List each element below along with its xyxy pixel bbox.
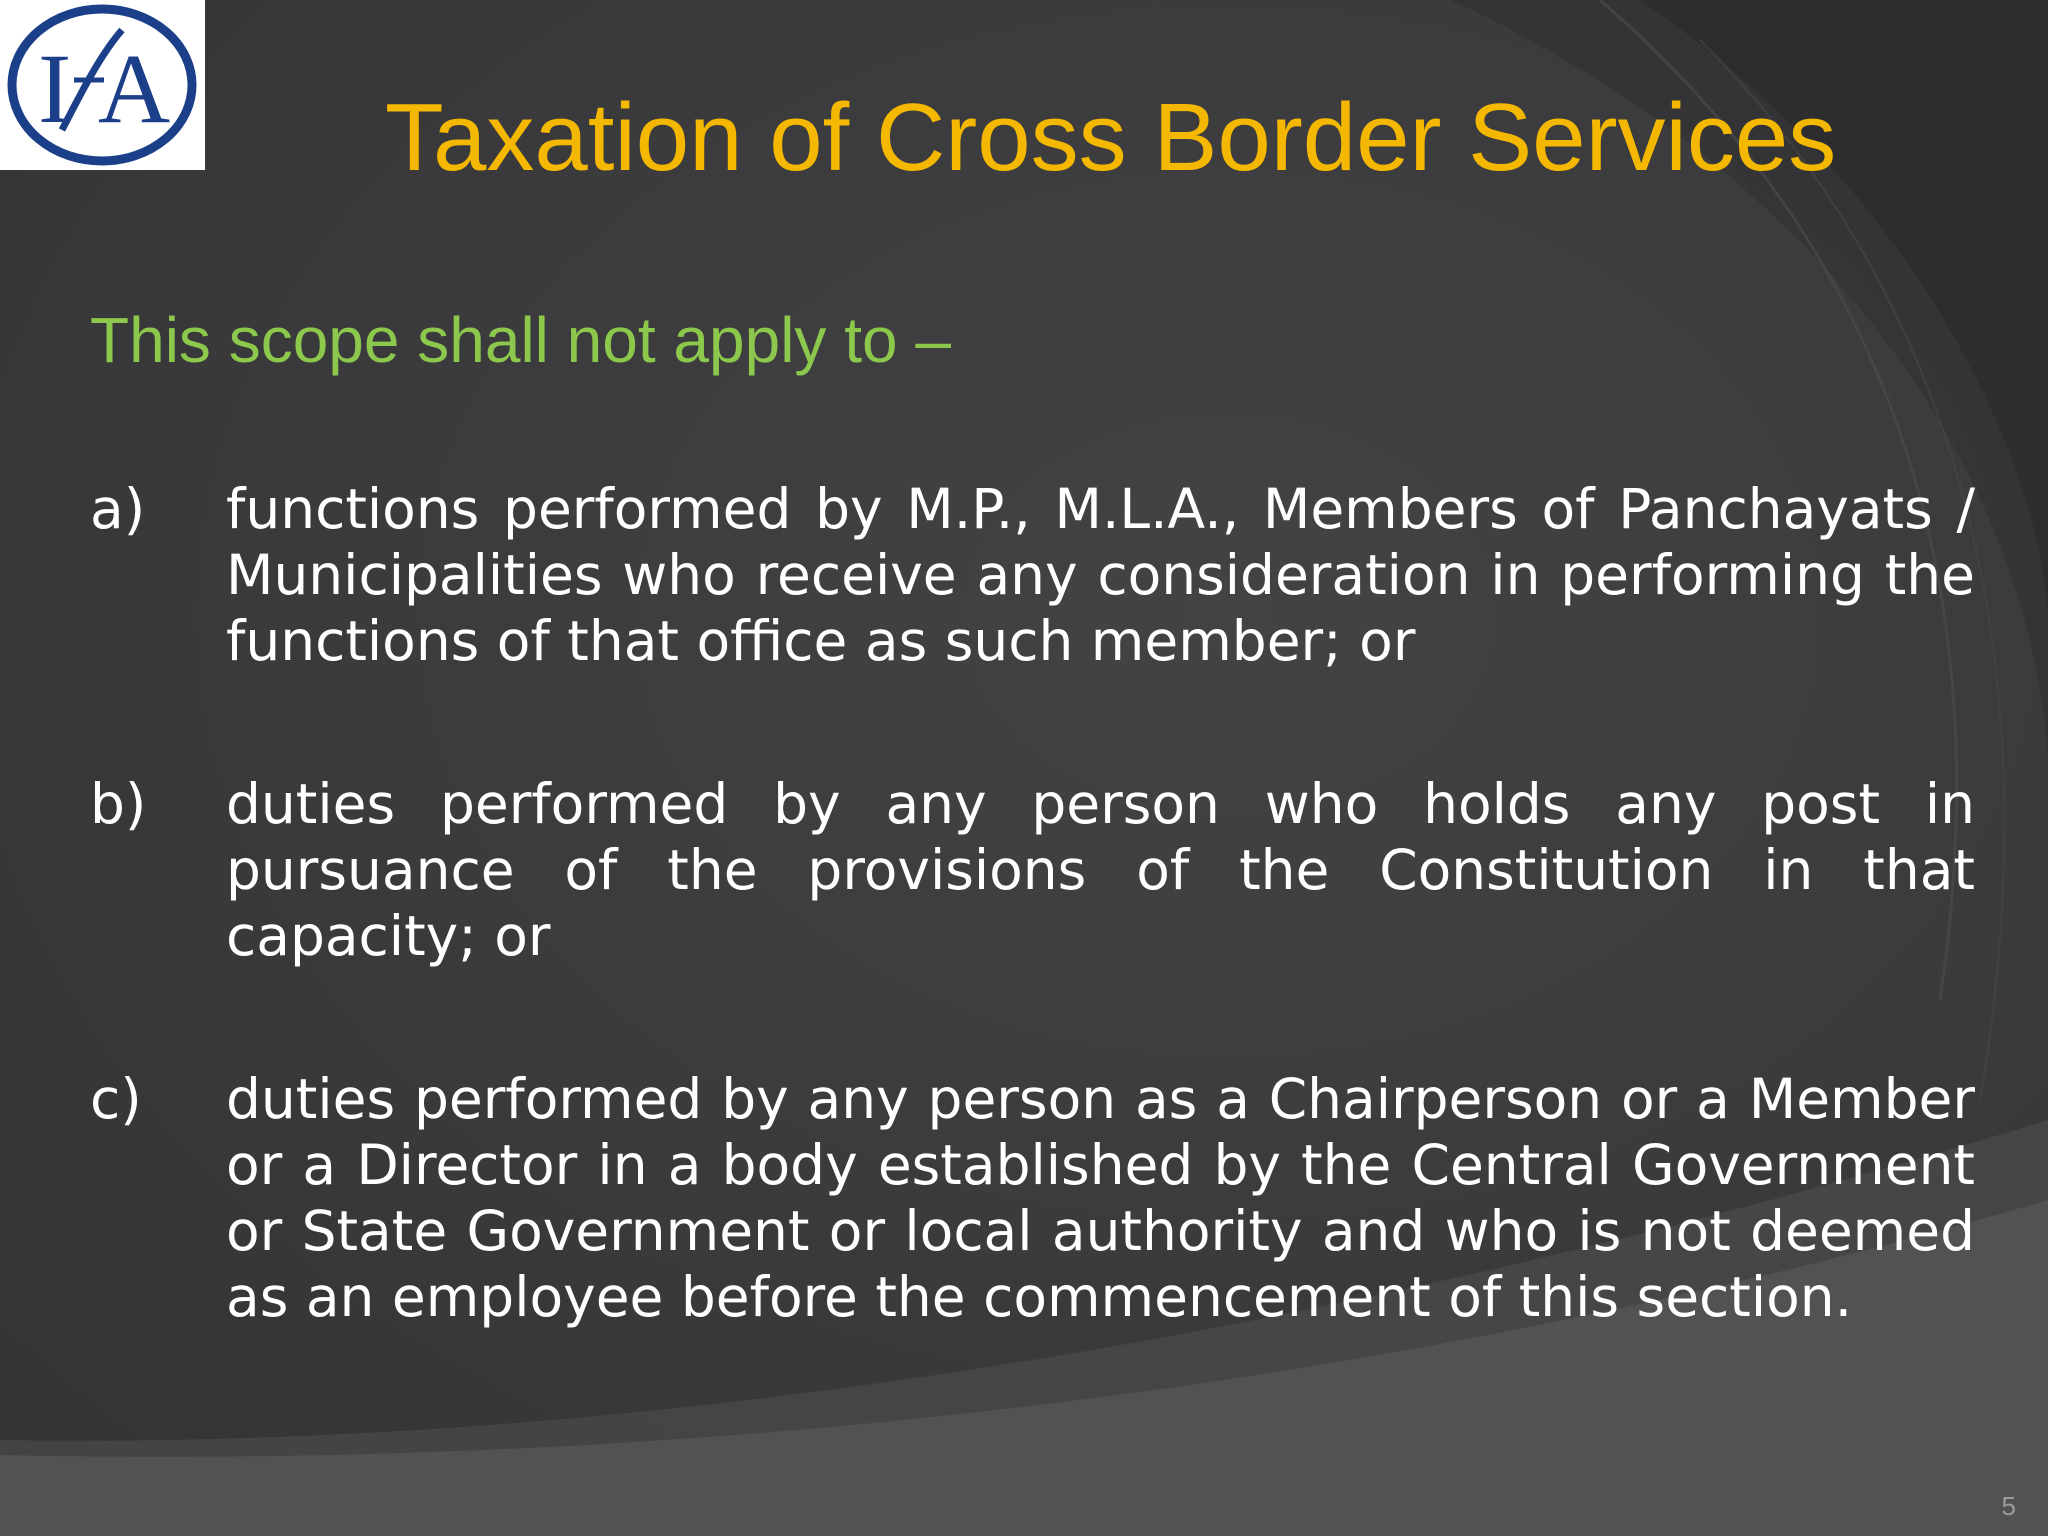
list-item-marker: a) (90, 477, 146, 541)
company-logo (0, 0, 205, 170)
list-item (90, 1066, 1975, 1330)
list-item-marker: c) (90, 1067, 142, 1131)
list-item (90, 771, 1975, 969)
list-item-text: duties performed by any person as a Chairperson or a Member or a Director in a body established by the Central Government or State Government or local authority and who is not deemed as an employee before the commencement of this section. (226, 1067, 1975, 1329)
list-item-marker: b) (90, 772, 147, 836)
list-item (90, 476, 1975, 674)
intro-text: This scope shall not apply to – (90, 304, 951, 376)
list-item-text: functions performed by M.P., M.L.A., Members of Panchayats / Municipalities who receive any consideration in performing the functions of that office as such member; or (226, 477, 1975, 673)
svg-text:A: A (98, 33, 171, 144)
page-number: 5 (2001, 1491, 2016, 1521)
slide-title: Taxation of Cross Border Services (385, 84, 1837, 191)
ifa-logo-icon (0, 0, 205, 170)
svg-text:I: I (38, 33, 72, 144)
list-item-text: duties performed by any person who holds any post in pursuance of the provisions of the Constitution in that capacity; or (226, 772, 1975, 968)
